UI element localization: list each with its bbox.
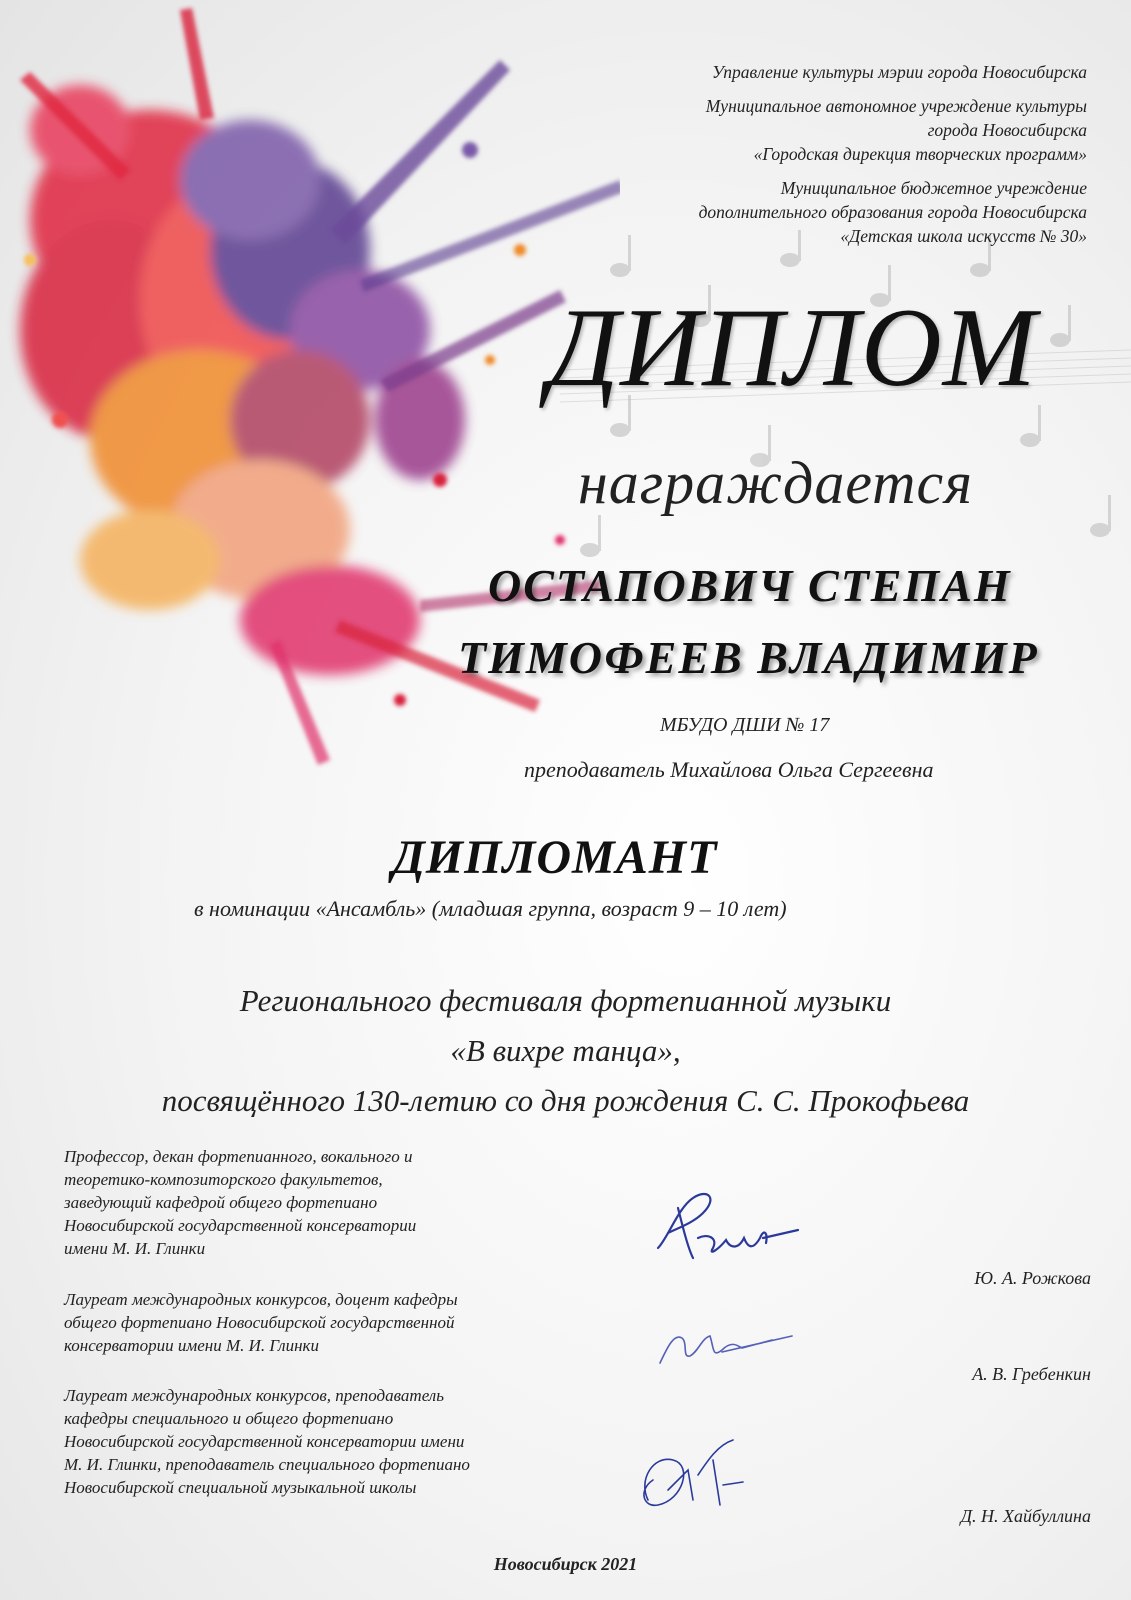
diploma-title: ДИПЛОМ — [548, 286, 1038, 410]
city-year-footer: Новосибирск 2021 — [493, 1554, 638, 1574]
signature-2 — [652, 1318, 812, 1378]
issuer-3: Муниципальное бюджетное учреждение дополнительного образования города Новосибирска «Детская школа искусств № 30» — [698, 178, 1087, 246]
signature-3 — [628, 1430, 758, 1530]
signature-1 — [648, 1178, 818, 1278]
signatory-1-name: Ю. А. Рожкова — [974, 1268, 1091, 1288]
signatory-1-title: Профессор, декан фортепианного, вокального и теоретико-композиторского факультетов, заведующий кафедрой общего фортепиано Новосибирской государственной консерватории имени М. И. Глинки — [64, 1147, 417, 1258]
signatory-3-title: Лауреат международных конкурсов, преподаватель кафедры специального и общего фортепиано Новосибирской государственной консерватории имени М. И. Глинки, преподаватель специального фортепиано Новосибирской специальной музыкальной школы — [64, 1386, 470, 1497]
festival-line-1: Регионального фестиваля фортепианной музыки — [239, 983, 892, 1018]
award-rank: ДИПЛОМАНТ — [392, 831, 718, 884]
recipient-name-1: ОСТАПОВИЧ СТЕПАН — [488, 560, 1012, 611]
school-name: МБУДО ДШИ № 17 — [660, 714, 830, 736]
festival-info — [0, 976, 1131, 1126]
issuer-1: Управление культуры мэрии города Новосибирска — [711, 62, 1087, 82]
teacher-name: преподаватель Михайлова Ольга Сергеевна — [524, 757, 934, 782]
issuer-header — [567, 60, 1087, 258]
recipient-name-2: ТИМОФЕЕВ ВЛАДИМИР — [458, 632, 1039, 683]
issuer-2: Муниципальное автономное учреждение культуры города Новосибирска «Городская дирекция творческих программ» — [705, 96, 1087, 164]
signatory-2-name: А. В. Гребенкин — [972, 1364, 1091, 1384]
festival-line-3: посвящённого 130-летию со дня рождения С. С. Прокофьева — [161, 1083, 970, 1118]
signatory-3-name: Д. Н. Хайбуллина — [960, 1506, 1091, 1526]
signatory-2-title: Лауреат международных конкурсов, доцент кафедры общего фортепиано Новосибирской государственной консерватории имени М. И. Глинки — [64, 1290, 458, 1355]
nomination-text: в номинации «Ансамбль» (младшая группа, возраст 9 – 10 лет) — [194, 896, 787, 921]
awarded-text: награждается — [578, 450, 974, 516]
festival-line-2: «В вихре танца», — [450, 1033, 681, 1068]
